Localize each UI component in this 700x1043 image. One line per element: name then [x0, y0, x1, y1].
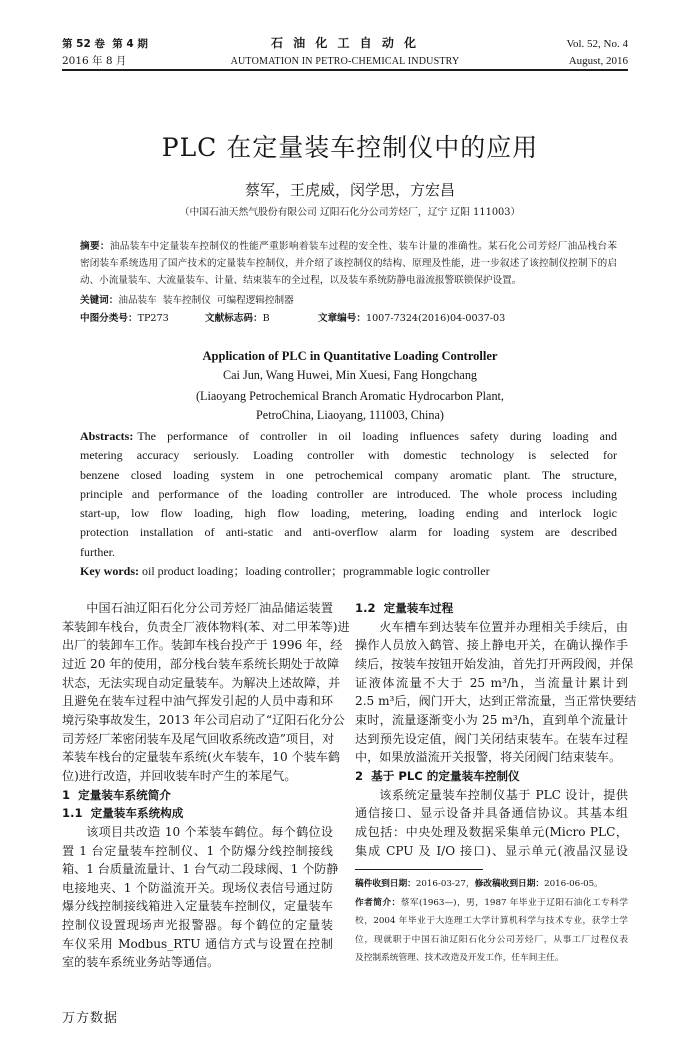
received-dates — [355, 875, 628, 894]
doc-code-label: 文献标志码： — [205, 313, 263, 324]
body-text-line: 集成 CPU 及 I/O 接口)、显示单元(液晶汉显设 — [355, 843, 628, 858]
body-text-line: 箱、1 台质量流量计、1 台气动二段球阀、1 个防静 — [62, 862, 339, 877]
affiliation-cn: （中国石油天然气股份有限公司 辽阳石化分公司芳烃厂，辽宁 辽阳 111003） — [179, 207, 521, 218]
journal-name-cn: 石 油 化 工 自 动 化 — [270, 36, 420, 50]
body-text-line: 室的装车系统业务站等通信。 — [62, 955, 220, 970]
abstract-en-line — [80, 427, 617, 446]
affiliation-en-line: PetroChina, Liaoyang, 111003, China) — [256, 408, 444, 422]
body-text-line: 置 1 台定量装车控制仪、1 个防爆分线控制接线 — [62, 843, 333, 858]
clc-label: 中图分类号： — [80, 313, 138, 324]
body-text-line: 过近 20 年的使用，部分栈台装车系统长期处于故障 — [62, 656, 340, 671]
body-text-line: 中国石油辽阳石化分公司芳烃厂油品储运装置 — [86, 601, 333, 615]
received-label: 稿件收到日期： — [355, 879, 416, 889]
keywords-cn — [80, 293, 294, 308]
keywords-cn-text: 油品装车 装车控制仪 可编程逻辑控制器 — [118, 295, 294, 306]
body-text-line: 苯装车栈台的定量装车系统(火车装车，10 个装车鹤 — [62, 750, 340, 765]
section-heading: 1 定量装车系统简介 — [62, 787, 171, 802]
revised-value: 2016-06-05。 — [544, 879, 603, 889]
revised-label: 修改稿收到日期： — [474, 879, 545, 889]
body-text-line: 成包括：中央处理及数据采集单元(Micro PLC， — [355, 824, 628, 839]
body-text-line: 火车槽车到达装车位置并办理相关手续后，由 — [379, 619, 628, 634]
body-text-line: 位)进行改造，并回收装车时产生的苯尾气。 — [62, 768, 297, 783]
keywords-en-text: oil product loading；loading controller；programmable logic controller — [139, 564, 490, 578]
body-text-line: 状态，无法实现自动定量装车。为解决上述故障，并 — [62, 675, 341, 690]
article-no-value: 1007-7324(2016)04-0037-03 — [365, 313, 506, 324]
abstract-cn-line: 密闭装车系统选用了国产技术的定量装车控制仪，并介绍了该控制仪的结构、原理及性能，进一步叙述了该控制仪控制下的启 — [80, 258, 617, 269]
author-bio-text: 蔡军(1963—)，男，1987 年毕业于辽阳石油化工专科学 — [400, 897, 629, 908]
body-text-line: 境污染事故发生，2013 年公司启动了“辽阳石化分公 — [62, 712, 345, 727]
abstract-en-line: further. — [80, 544, 115, 559]
author-bio-label: 作者简介： — [355, 897, 401, 908]
watermark-text: 万方数据 — [62, 1011, 119, 1026]
clc-value: TP273 — [137, 313, 169, 324]
footnote — [355, 875, 628, 968]
body-text-line: 续后，按装车按钮开始发油，首先打开两段阀，并保 — [355, 656, 634, 671]
author-bio-line: 及控制系统管理、技术改造及开发工作，任车间主任。 — [355, 953, 564, 964]
clc-number — [80, 311, 169, 326]
body-text-line: 司芳烃厂苯密闭装车及尾气回收系统改造”项目，对 — [62, 731, 335, 746]
footnote-rule — [355, 869, 483, 870]
body-text-line: 电接地夹、1 个防溢流开关。现场仪表信号通过防 — [62, 880, 333, 895]
keywords-cn-label: 关键词： — [80, 295, 119, 306]
article-number — [318, 311, 505, 326]
article-no-label: 文章编号： — [318, 313, 366, 324]
body-text-line: 控制仪设置现场声光报警器。每个鹤位的定量装 — [62, 918, 333, 933]
abstract-en-label: Abstracts: — [80, 429, 134, 443]
body-text-line: 且避免在装车过程中油气挥发引起的人员中毒和环 — [62, 694, 333, 709]
section-heading: 2 基于 PLC 的定量装车控制仪 — [355, 768, 520, 783]
body-text-line: 该项目共改造 10 个苯装车鹤位。每个鹤位设 — [86, 824, 333, 839]
volume-issue-cn: 第 52 卷 第 4 期 — [62, 38, 148, 50]
body-right-column — [355, 599, 637, 860]
article-title-en: Application of PLC in Quantitative Loading Controller — [202, 349, 498, 363]
issue-date-en: August, 2016 — [568, 55, 628, 67]
body-text-line: 苯装卸车栈台，负责全厂液体物料(苯、对二甲苯等)进 — [62, 619, 350, 634]
affiliation-en-line: (Liaoyang Petrochemical Branch Aromatic Hydrocarbon Plant, — [196, 389, 504, 403]
subsection-heading: 1.1 定量装车系统构成 — [62, 806, 184, 821]
body-text-line: 通信接口、显示设备并具备通信协议。其基本组 — [355, 806, 628, 821]
body-text-line: 证液体流量不大于 25 m³/h，当流量计累计到 — [355, 675, 628, 690]
received-value: 2016-03-27， — [415, 879, 475, 889]
article-title-cn: PLC 在定量装车控制仪中的应用 — [161, 133, 539, 162]
subsection-heading: 1.2 定量装车过程 — [355, 601, 454, 615]
volume-issue-en: Vol. 52, No. 4 — [566, 38, 628, 50]
abstract-en-text: The performance of controller in oil loading influences safety during loading and — [137, 429, 617, 443]
body-left-column — [62, 599, 350, 972]
author-bio-line: 位，现就职于中国石油辽阳石化分公司芳烃厂，从事工厂过程仪表 — [355, 934, 628, 945]
body-text-line: 爆分线控制接线箱进入定量装车控制仪，定量装车 — [62, 899, 333, 914]
doc-code-value: B — [262, 313, 270, 324]
keywords-en — [80, 562, 490, 581]
authors-en: Cai Jun, Wang Huwei, Min Xuesi, Fang Hongchang — [222, 368, 478, 382]
abstract-cn-line — [80, 238, 617, 255]
abstract-cn-text: 油品装车中定量装车控制仪的性能严重影响着装车过程的安全性、装车计量的准确性。某石化公司芳烃厂油品栈台苯 — [109, 241, 618, 252]
author-bio-line: 校，2004 年毕业于大连理工大学计算机科学与技术专业，获学士学 — [355, 916, 628, 927]
body-text-line: 达到预先设定值，阀门关闭结束装车。在装车过程 — [355, 731, 628, 746]
abstract-en-line: protection installation of anti-static and anti-overflow alarm for loading system are described — [80, 525, 617, 540]
journal-name-en: AUTOMATION IN PETRO-CHEMICAL INDUSTRY — [230, 56, 460, 67]
body-text-line: 2.5 m³后，阀门开大，达到正常流量，当正常快要结 — [355, 694, 637, 709]
body-text-line: 中，如果放溢流开关报警，将关闭阀门结束装车。 — [355, 750, 622, 765]
abstract-en — [80, 427, 617, 562]
abstract-cn — [80, 238, 617, 289]
body-text-line: 操作人员放入鹤管、接上静电开关，在确认操作手 — [355, 638, 628, 653]
document-code — [205, 311, 270, 326]
header-rule — [62, 69, 628, 71]
abstract-en-line: metering accuracy seriously. Loading controller with domestic technology is selected for — [80, 448, 617, 463]
abstract-en-line: start-up, low flow loading, high flow loading, metering, loading ending and interlock logic — [80, 506, 617, 521]
abstract-en-line: benzene closed loading system in one petrochemical company aromatic plant. The structure, — [80, 467, 617, 482]
authors-cn: 蔡军，王虎威，闵学思，方宏昌 — [244, 181, 455, 199]
body-text-line: 束时，流量逐渐变小为 25 m³/h，直到单个流量计 — [355, 712, 628, 727]
body-text-line: 出厂的装卸车工作。装卸车栈台投产于 1996 年，经 — [62, 638, 343, 653]
author-bio-line — [355, 894, 628, 913]
abstract-cn-line: 动、小流量装车、大流量装车、计量、结束装车的全过程，以及装车系统防静电溢流报警联锁保护设置。 — [80, 275, 522, 286]
body-text-line: 车仪采用 Modbus_RTU 通信方式与设置在控制 — [62, 936, 333, 951]
body-text-line: 该系统定量装车控制仪基于 PLC 设计，提供 — [379, 787, 628, 802]
abstract-cn-label: 摘要： — [80, 241, 110, 252]
issue-date-cn: 2016 年 8 月 — [62, 55, 127, 67]
keywords-en-label: Key words: — [80, 564, 139, 578]
abstract-en-line: principle and performance of the loading controller are introduced. The whole process including — [80, 486, 617, 501]
